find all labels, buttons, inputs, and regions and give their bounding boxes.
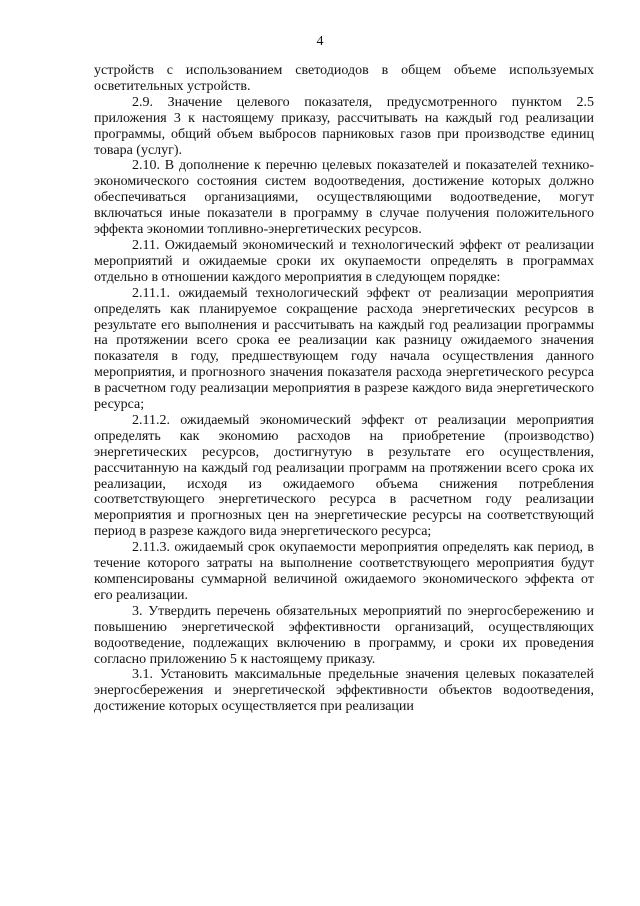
paragraph-3: 3. Утвердить перечень обязательных мероприятий по энергосбережению и повышению энергетической эффективности организаций, осуществляющих водоотведение, подлежащих включению в программу, и сроки их проведения согласно приложению 5 к настоящему приказу. (94, 603, 594, 667)
page-number: 4 (316, 34, 324, 49)
paragraph-continuation: устройств с использованием светодиодов в общем объеме используемых осветительных устройств. (94, 63, 594, 94)
paragraph-2-11-1: 2.11.1. ожидаемый технологический эффект от реализации мероприятия определять как планируемое сокращение расхода энергетических ресурсов в результате его выполнения и рассчитывать на каждый год реализации программы на протяжении всего срока ее реализации как разницу ожидаемого значения показателя в году, предшествующем году начала осуществления данного мероприятия, и прогнозного значения показателя расхода энергетического ресурса в расчетном году реализации мероприятия в разрезе каждого вида энергетического ресурса; (94, 285, 594, 413)
paragraph-2-11: 2.11. Ожидаемый экономический и технологический эффект от реализации мероприятий и ожидаемые сроки их окупаемости определять в программах отдельно в отношении каждого мероприятия в следующем порядке: (94, 237, 594, 285)
paragraph-2-9: 2.9. Значение целевого показателя, предусмотренного пунктом 2.5 приложения 3 к настоящему приказу, рассчитывать на каждый год реализации программы, общий объем выбросов парниковых газов при производстве единиц товара (услуг). (94, 94, 594, 158)
paragraph-3-1: 3.1. Установить максимальные предельные значения целевых показателей энергосбережения и энергетической эффективности объектов водоотведения, достижение которых осуществляется при реализации (94, 667, 594, 715)
document-body (94, 63, 594, 715)
paragraph-2-10: 2.10. В дополнение к перечню целевых показателей и показателей технико-экономического состояния систем водоотведения, достижение которых должно обеспечиваться организациями, осуществляющими водоотведение, могут включаться иные показатели в программу в случае получения положительного эффекта экономии топливно-энергетических ресурсов. (94, 158, 594, 238)
paragraph-2-11-2: 2.11.2. ожидаемый экономический эффект от реализации мероприятия определять как экономию расходов на приобретение (производство) энергетических ресурсов, достигнутую в результате его осуществления, рассчитанную на каждый год реализации программ на протяжении всего срока их реализации, исходя из ожидаемого объема снижения потребления соответствующего энергетического ресурса в расчетном году реализации мероприятия и прогнозных цен на энергетические ресурсы на соответствующий период в разрезе каждого вида энергетического ресурса; (94, 412, 594, 540)
paragraph-2-11-3: 2.11.3. ожидаемый срок окупаемости мероприятия определять как период, в течение которого затраты на выполнение соответствующего мероприятия будут компенсированы суммарной величиной ожидаемого экономического эффекта от его реализации. (94, 540, 594, 603)
